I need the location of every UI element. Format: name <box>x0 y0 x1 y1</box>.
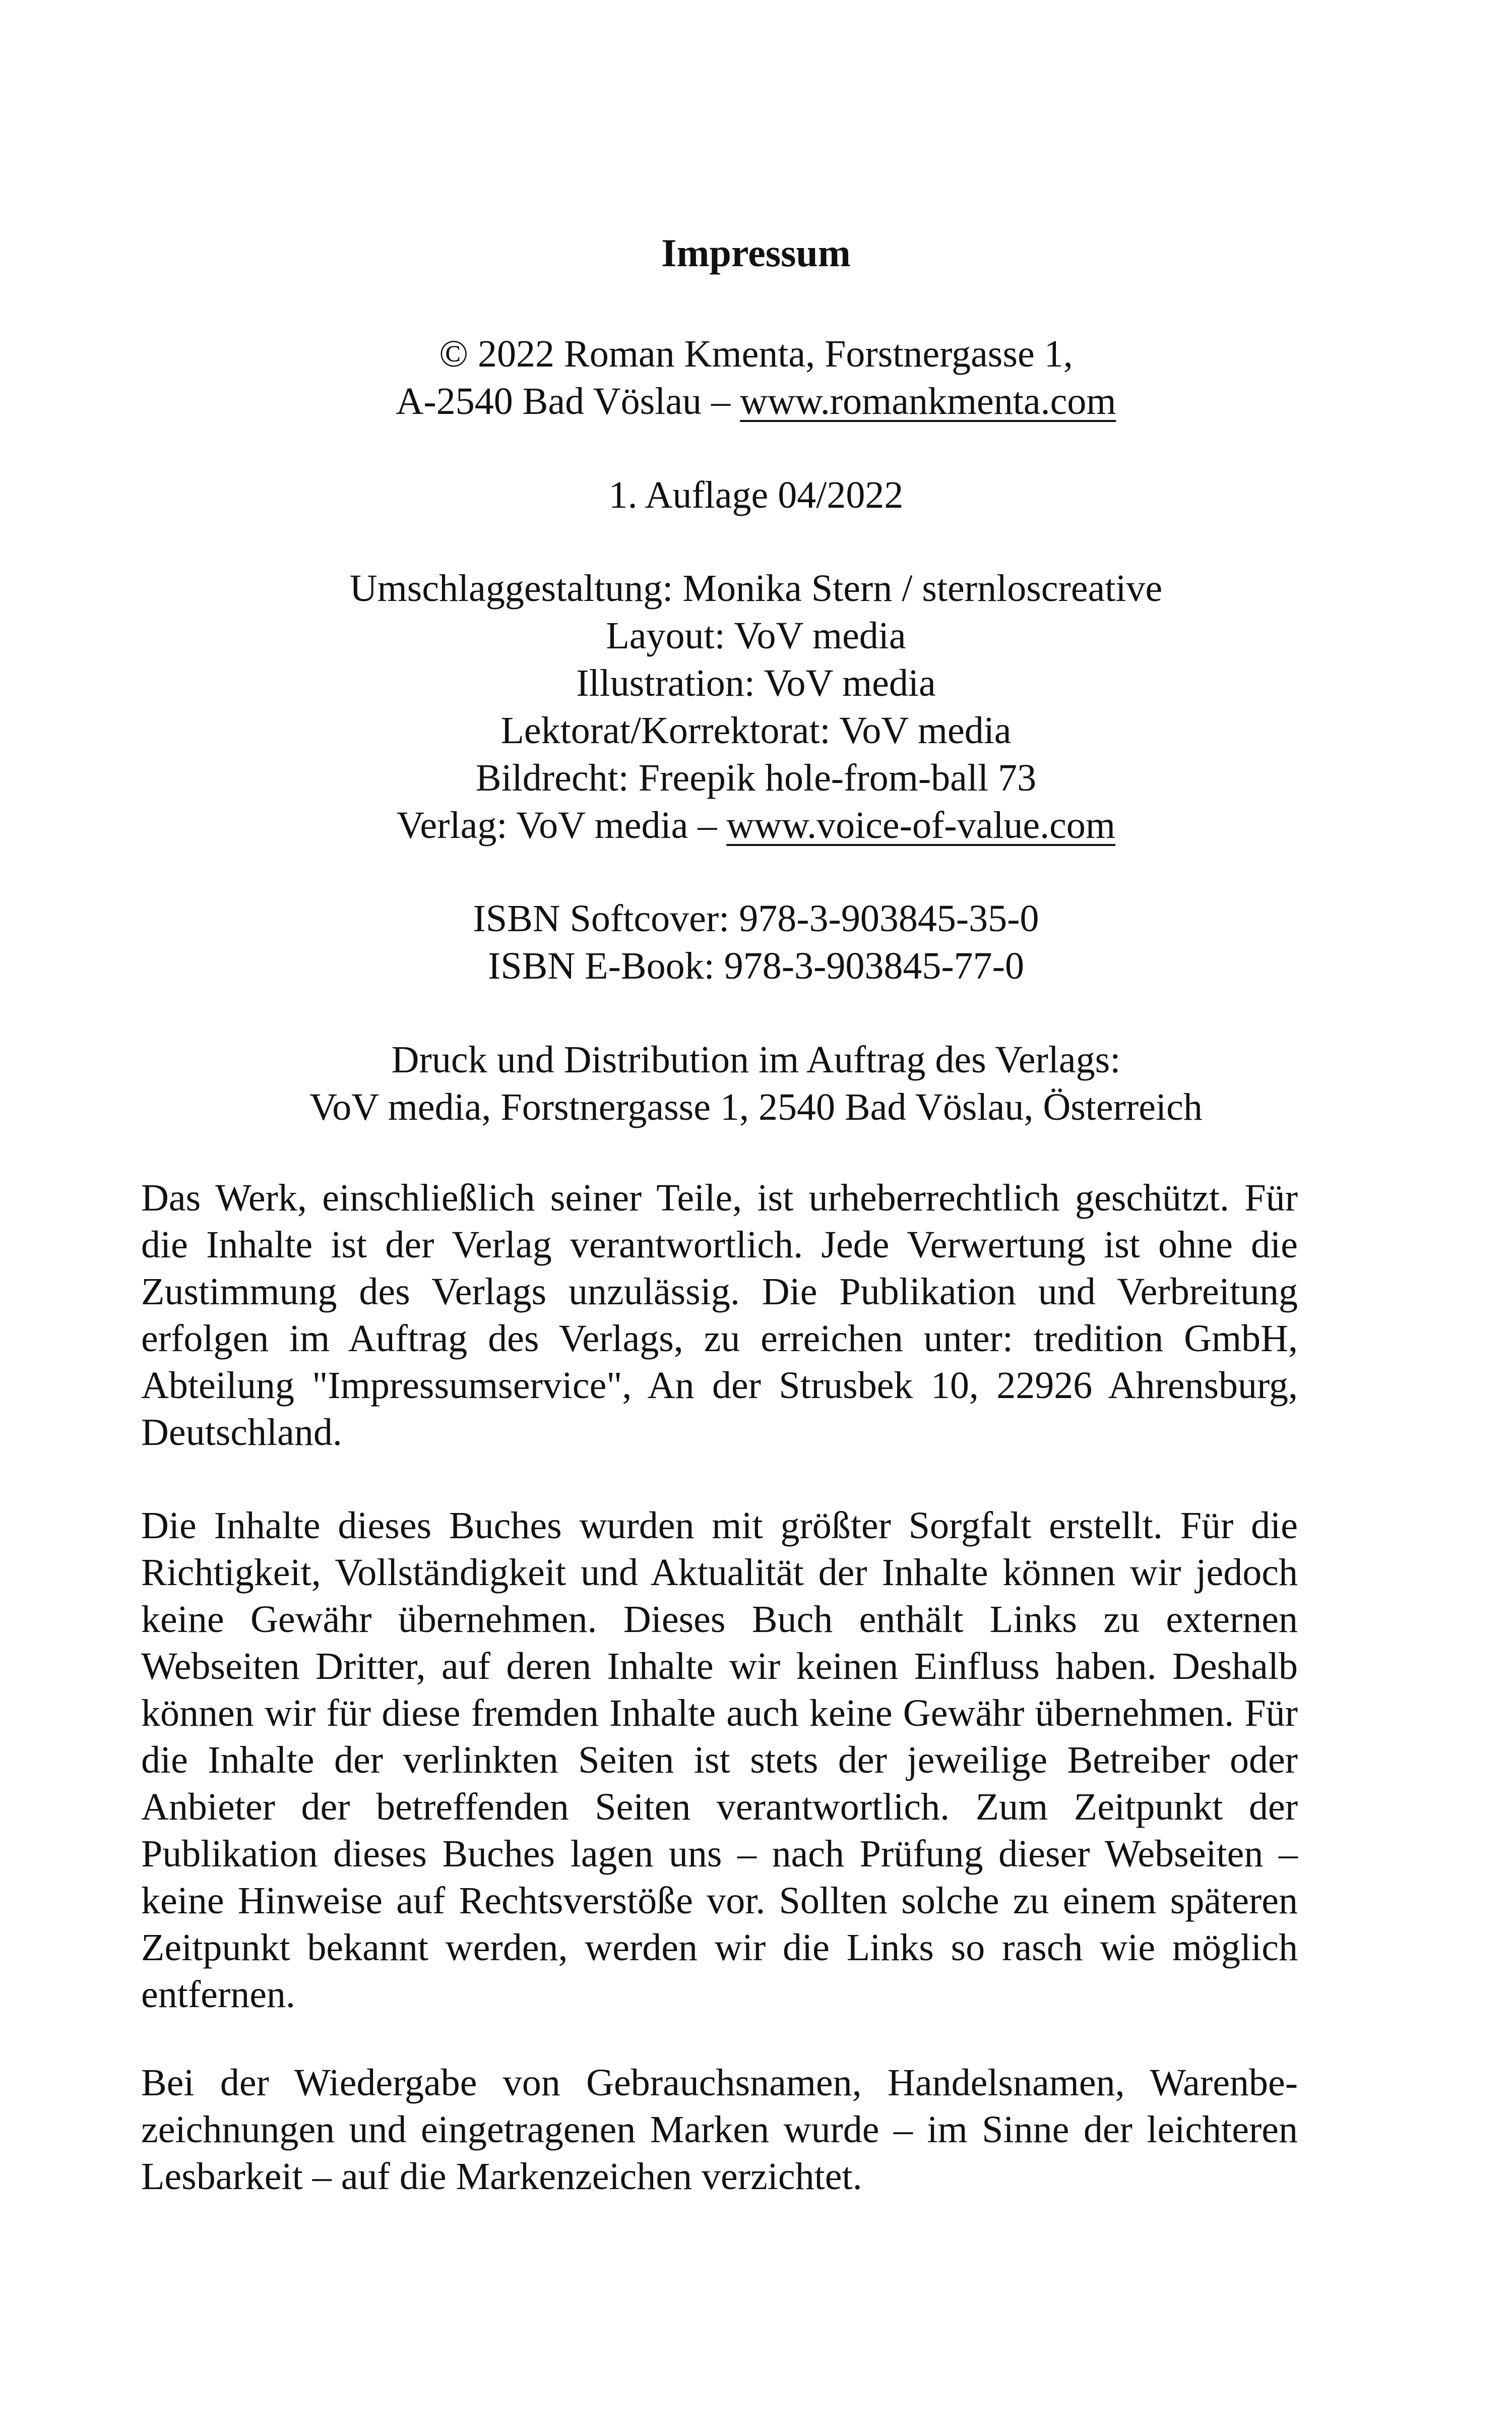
editing-credit: Lektorat/Korrektorat: VoV media <box>500 709 1012 752</box>
copyright-notice-paragraph: Das Werk, einschließlich seiner Teile, ist urheberrechtlich geschützt. Für die Inhalte ist der Verlag verantwortlich. Jede Verwertung ist ohne die Zustimmung des Verlags unzulässig. Die Publikation und Verbreitung erfolgen im Auftrag des Verlags, zu erreichen unter: tredition GmbH, Abteilung "Impressumservice", An der Strusbek 10, 22926 Ahrensburg, Deutschland. <box>141 1177 1298 1454</box>
edition-block <box>0 471 1512 519</box>
author-website-link[interactable]: www.romankmenta.com <box>740 380 1116 422</box>
isbn-ebook: ISBN E-Book: 978-3-903845-77-0 <box>488 945 1024 987</box>
address-line <box>0 378 1512 425</box>
printing-block <box>0 1036 1512 1131</box>
trademark-notice-paragraph: Bei der Wiedergabe von Gebrauchsnamen, Handelsnamen, Warenbezeichnungen und eingetragenen Marken wurde – im Sinne der leichteren Lesbarkeit – auf die Markenzeichen verzichtet. <box>141 2062 1298 2198</box>
publisher-line <box>0 802 1512 849</box>
edition-line: 1. Auflage 04/2022 <box>608 474 904 516</box>
printing-address: VoV media, Forstnergasse 1, 2540 Bad Vöslau, Österreich <box>309 1086 1203 1128</box>
impressum-header <box>0 229 1512 277</box>
layout-credit: Layout: VoV media <box>606 615 906 657</box>
illustration-credit: Illustration: VoV media <box>576 662 936 704</box>
printing-line: Druck und Distribution im Auftrag des Verlags: <box>391 1039 1121 1081</box>
publisher-website-link[interactable]: www.voice-of-value.com <box>726 804 1116 846</box>
credits-block <box>0 565 1512 849</box>
isbn-block <box>0 895 1512 990</box>
copyright-line: © 2022 Roman Kmenta, Forstnergasse 1, <box>439 333 1073 375</box>
isbn-softcover: ISBN Softcover: 978-3-903845-35-0 <box>473 897 1039 940</box>
address-text: A-2540 Bad Vöslau – <box>396 380 740 422</box>
copyright-block <box>0 330 1512 425</box>
cover-design-credit: Umschlaggestaltung: Monika Stern / sternloscreative <box>349 567 1163 610</box>
liability-notice-paragraph: Die Inhalte dieses Buches wurden mit größter Sorgfalt erstellt. Für die Richtigkeit, Vollständigkeit und Aktualität der Inhalte können wir jedoch keine Gewähr übernehmen. Dieses Buch enthält Links zu externen Webseiten Dritter, auf deren Inhalte wir keinen Einfluss haben. Deshalb können wir für diese fremden Inhalte auch keine Gewähr übernehmen. Für die Inhalte der verlinkten Seiten ist stets der jeweilige Betreiber oder Anbieter der betreffenden Seiten verantwortlich. Zum Zeitpunkt der Publikation dieses Buches lagen uns – nach Prüfung dieser Webseiten – keine Hinweise auf Rechtsverstöße vor. Sollten solche zu einem späteren Zeitpunkt bekannt werden, werden wir die Links so rasch wie möglich entfernen. <box>141 1504 1298 2016</box>
page-title: Impressum <box>661 231 851 275</box>
publisher-text: Verlag: VoV media – <box>396 804 727 846</box>
image-rights-credit: Bildrecht: Freepik hole-from-ball 73 <box>475 757 1037 799</box>
